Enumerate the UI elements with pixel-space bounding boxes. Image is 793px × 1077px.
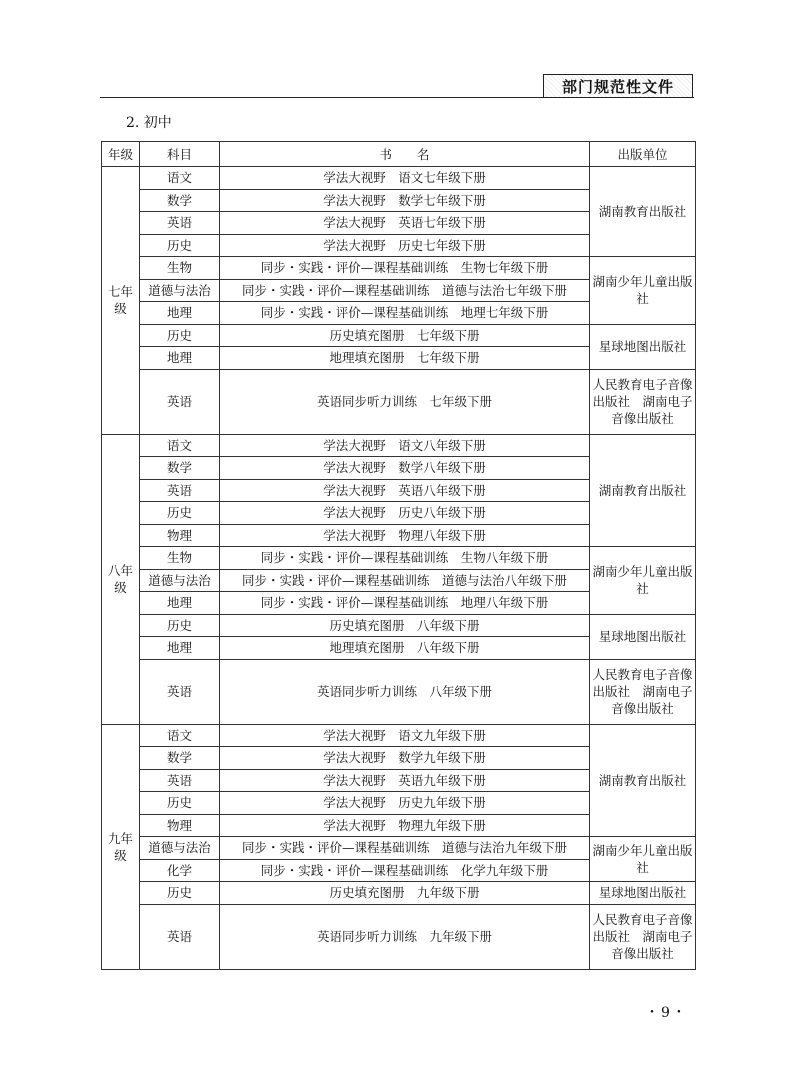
table-row [102,547,696,570]
publisher-cell: 星球地图出版社 [590,614,696,659]
table-row [102,434,696,457]
publisher-cell: 湖南教育出版社 [590,167,696,257]
table-row [102,369,696,434]
page-number: ・9・ [645,1005,688,1021]
title-cell: 学法大视野 数学八年级下册 [220,457,590,480]
subject-cell: 生物 [140,547,220,570]
title-cell: 历史填充图册 七年级下册 [220,324,590,347]
title-cell: 地理填充图册 八年级下册 [220,637,590,660]
subject-cell: 语文 [140,434,220,457]
publisher-cell: 人民教育电子音像出版社 湖南电子音像出版社 [590,904,696,969]
table-row [102,167,696,190]
title-cell: 同步・实践・评价—课程基础训练 生物七年级下册 [220,257,590,280]
title-cell: 同步・实践・评价—课程基础训练 化学九年级下册 [220,859,590,882]
title-cell: 学法大视野 物理九年级下册 [220,814,590,837]
header-subject: 科目 [140,142,220,167]
title-cell: 同步・实践・评价—课程基础训练 道德与法治八年级下册 [220,569,590,592]
grade-cell: 九年级 [102,724,140,969]
subject-cell: 英语 [140,659,220,724]
title-cell: 学法大视野 历史七年级下册 [220,234,590,257]
title-cell: 学法大视野 语文七年级下册 [220,167,590,190]
title-cell: 学法大视野 物理八年级下册 [220,524,590,547]
table-header-row [102,142,696,167]
subject-cell: 历史 [140,614,220,637]
title-cell: 同步・实践・评价—课程基础训练 地理八年级下册 [220,592,590,615]
subject-cell: 英语 [140,479,220,502]
publisher-cell: 湖南少年儿童出版社 [590,257,696,325]
subject-cell: 历史 [140,324,220,347]
table-row [102,614,696,637]
subject-cell: 语文 [140,724,220,747]
subject-cell: 道德与法治 [140,837,220,860]
subject-cell: 历史 [140,234,220,257]
title-cell: 学法大视野 语文八年级下册 [220,434,590,457]
section-title: 2. 初中 [126,115,172,131]
subject-cell: 数学 [140,457,220,480]
publisher-cell: 星球地图出版社 [590,324,696,369]
title-cell: 历史填充图册 九年级下册 [220,882,590,905]
subject-cell: 道德与法治 [140,569,220,592]
publisher-cell: 湖南少年儿童出版社 [590,837,696,882]
title-cell: 学法大视野 英语九年级下册 [220,769,590,792]
title-cell: 地理填充图册 七年级下册 [220,347,590,370]
subject-cell: 地理 [140,302,220,325]
subject-cell: 地理 [140,347,220,370]
title-cell: 学法大视野 语文九年级下册 [220,724,590,747]
subject-cell: 数学 [140,189,220,212]
table-row [102,904,696,969]
grade-cell: 七年级 [102,167,140,435]
subject-cell: 历史 [140,792,220,815]
table-row [102,659,696,724]
title-cell: 同步・实践・评价—课程基础训练 道德与法治九年级下册 [220,837,590,860]
subject-cell: 英语 [140,212,220,235]
subject-cell: 道德与法治 [140,279,220,302]
subject-cell: 历史 [140,882,220,905]
table-row [102,882,696,905]
title-cell: 学法大视野 英语八年级下册 [220,479,590,502]
subject-cell: 历史 [140,502,220,525]
publisher-cell: 湖南教育出版社 [590,724,696,837]
subject-cell: 生物 [140,257,220,280]
table-row [102,837,696,860]
title-cell: 学法大视野 历史九年级下册 [220,792,590,815]
table-row [102,724,696,747]
title-cell: 学法大视野 历史八年级下册 [220,502,590,525]
title-cell: 同步・实践・评价—课程基础训练 生物八年级下册 [220,547,590,570]
publisher-cell: 湖南少年儿童出版社 [590,547,696,615]
header-title: 书 名 [220,142,590,167]
subject-cell: 物理 [140,524,220,547]
publisher-cell: 湖南教育出版社 [590,434,696,547]
table-row [102,324,696,347]
subject-cell: 物理 [140,814,220,837]
subject-cell: 英语 [140,369,220,434]
subject-cell: 英语 [140,904,220,969]
title-cell: 英语同步听力训练 八年级下册 [220,659,590,724]
title-cell: 学法大视野 数学九年级下册 [220,747,590,770]
header-rule [100,97,694,98]
title-cell: 学法大视野 数学七年级下册 [220,189,590,212]
header-grade: 年级 [102,142,140,167]
table-row [102,257,696,280]
title-cell: 英语同步听力训练 七年级下册 [220,369,590,434]
title-cell: 学法大视野 英语七年级下册 [220,212,590,235]
subject-cell: 语文 [140,167,220,190]
title-cell: 历史填充图册 八年级下册 [220,614,590,637]
publisher-cell: 人民教育电子音像出版社 湖南电子音像出版社 [590,369,696,434]
textbook-table [101,141,696,970]
header-publisher: 出版单位 [590,142,696,167]
title-cell: 英语同步听力训练 九年级下册 [220,904,590,969]
subject-cell: 地理 [140,637,220,660]
title-cell: 同步・实践・评价—课程基础训练 道德与法治七年级下册 [220,279,590,302]
document-type-badge: 部门规范性文件 [543,74,693,98]
subject-cell: 数学 [140,747,220,770]
title-cell: 同步・实践・评价—课程基础训练 地理七年级下册 [220,302,590,325]
publisher-cell: 星球地图出版社 [590,882,696,905]
subject-cell: 化学 [140,859,220,882]
grade-cell: 八年级 [102,434,140,724]
subject-cell: 地理 [140,592,220,615]
subject-cell: 英语 [140,769,220,792]
publisher-cell: 人民教育电子音像出版社 湖南电子音像出版社 [590,659,696,724]
